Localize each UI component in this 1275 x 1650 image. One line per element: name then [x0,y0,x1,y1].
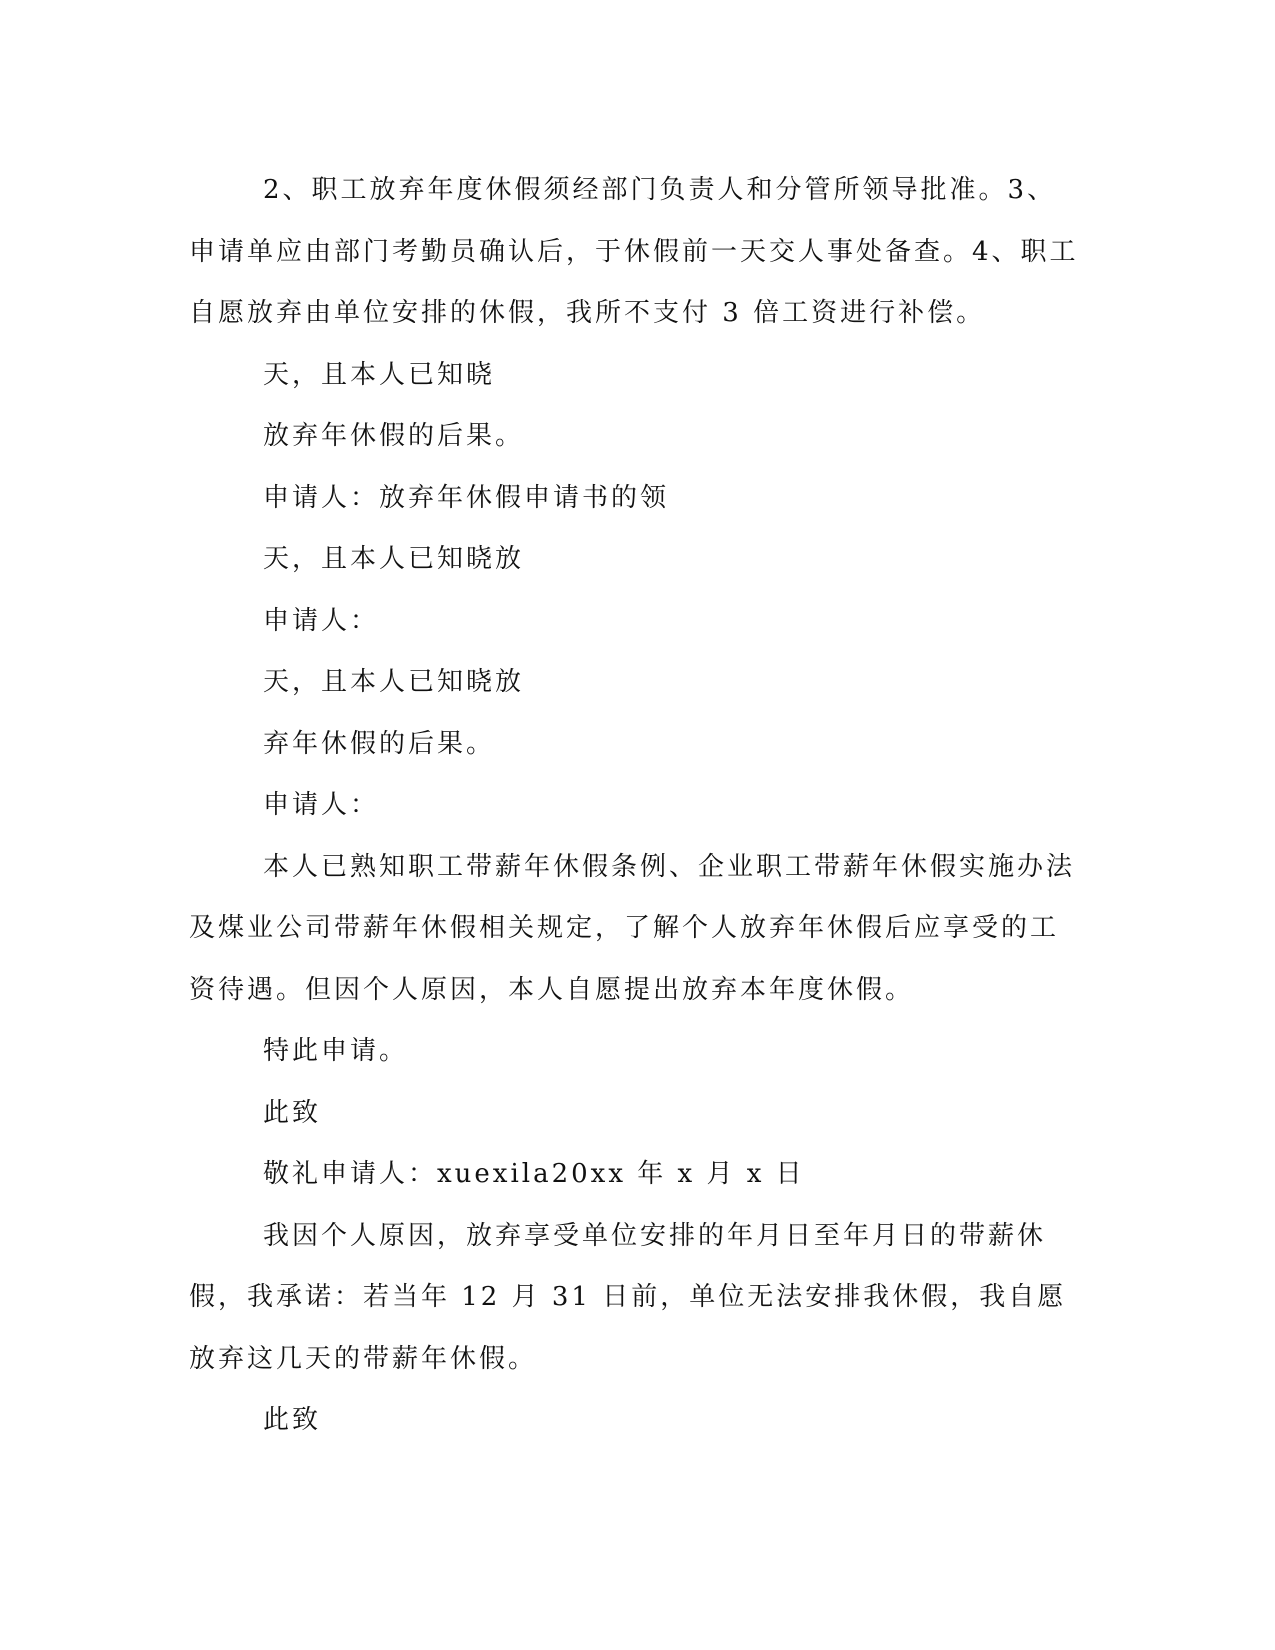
paragraph-signature-date: 敬礼申请人：xuexila20xx 年 x 月 x 日 [263,1159,805,1189]
paragraph-applicant-line: 申请人： [263,605,380,636]
paragraph-approval-rules: 2、职工放弃年度休假须经部门负责人和分管所领导批准。3、申请单应由部门考勤员确认后，于休假前一天交人事处备查。4、职工自愿放弃由单位安排的休假，我所不支付 3 倍工资进行补偿。 [189,175,1079,328]
document-body [189,160,1079,1452]
paragraph-salutation: 此致 [263,1097,322,1128]
paragraph-fragment: 天，且本人已知晓放 [263,667,525,697]
paragraph-statement: 本人已熟知职工带薪年休假条例、企业职工带薪年休假实施办法及煤业公司带薪年休假相关规定，了解个人放弃年休假后应享受的工资待遇。但因个人原因，本人自愿提出放弃本年度休假。 [189,851,1076,1005]
paragraph-applicant-line: 申请人：放弃年休假申请书的领 [263,482,670,513]
paragraph-applicant-line: 申请人： [263,790,380,820]
paragraph-closing: 特此申请。 [263,1036,409,1066]
paragraph-salutation: 此致 [263,1405,322,1435]
paragraph-fragment: 弃年休假的后果。 [263,728,496,759]
paragraph-fragment: 天，且本人已知晓 [263,359,496,390]
paragraph-fragment: 放弃年休假的后果。 [263,421,525,451]
paragraph-commitment: 我因个人原因，放弃享受单位安排的年月日至年月日的带薪休假，我承诺：若当年 12 月 31 日前，单位无法安排我休假，我自愿放弃这几天的带薪年休假。 [189,1220,1067,1374]
paragraph-fragment: 天，且本人已知晓放 [263,544,525,574]
